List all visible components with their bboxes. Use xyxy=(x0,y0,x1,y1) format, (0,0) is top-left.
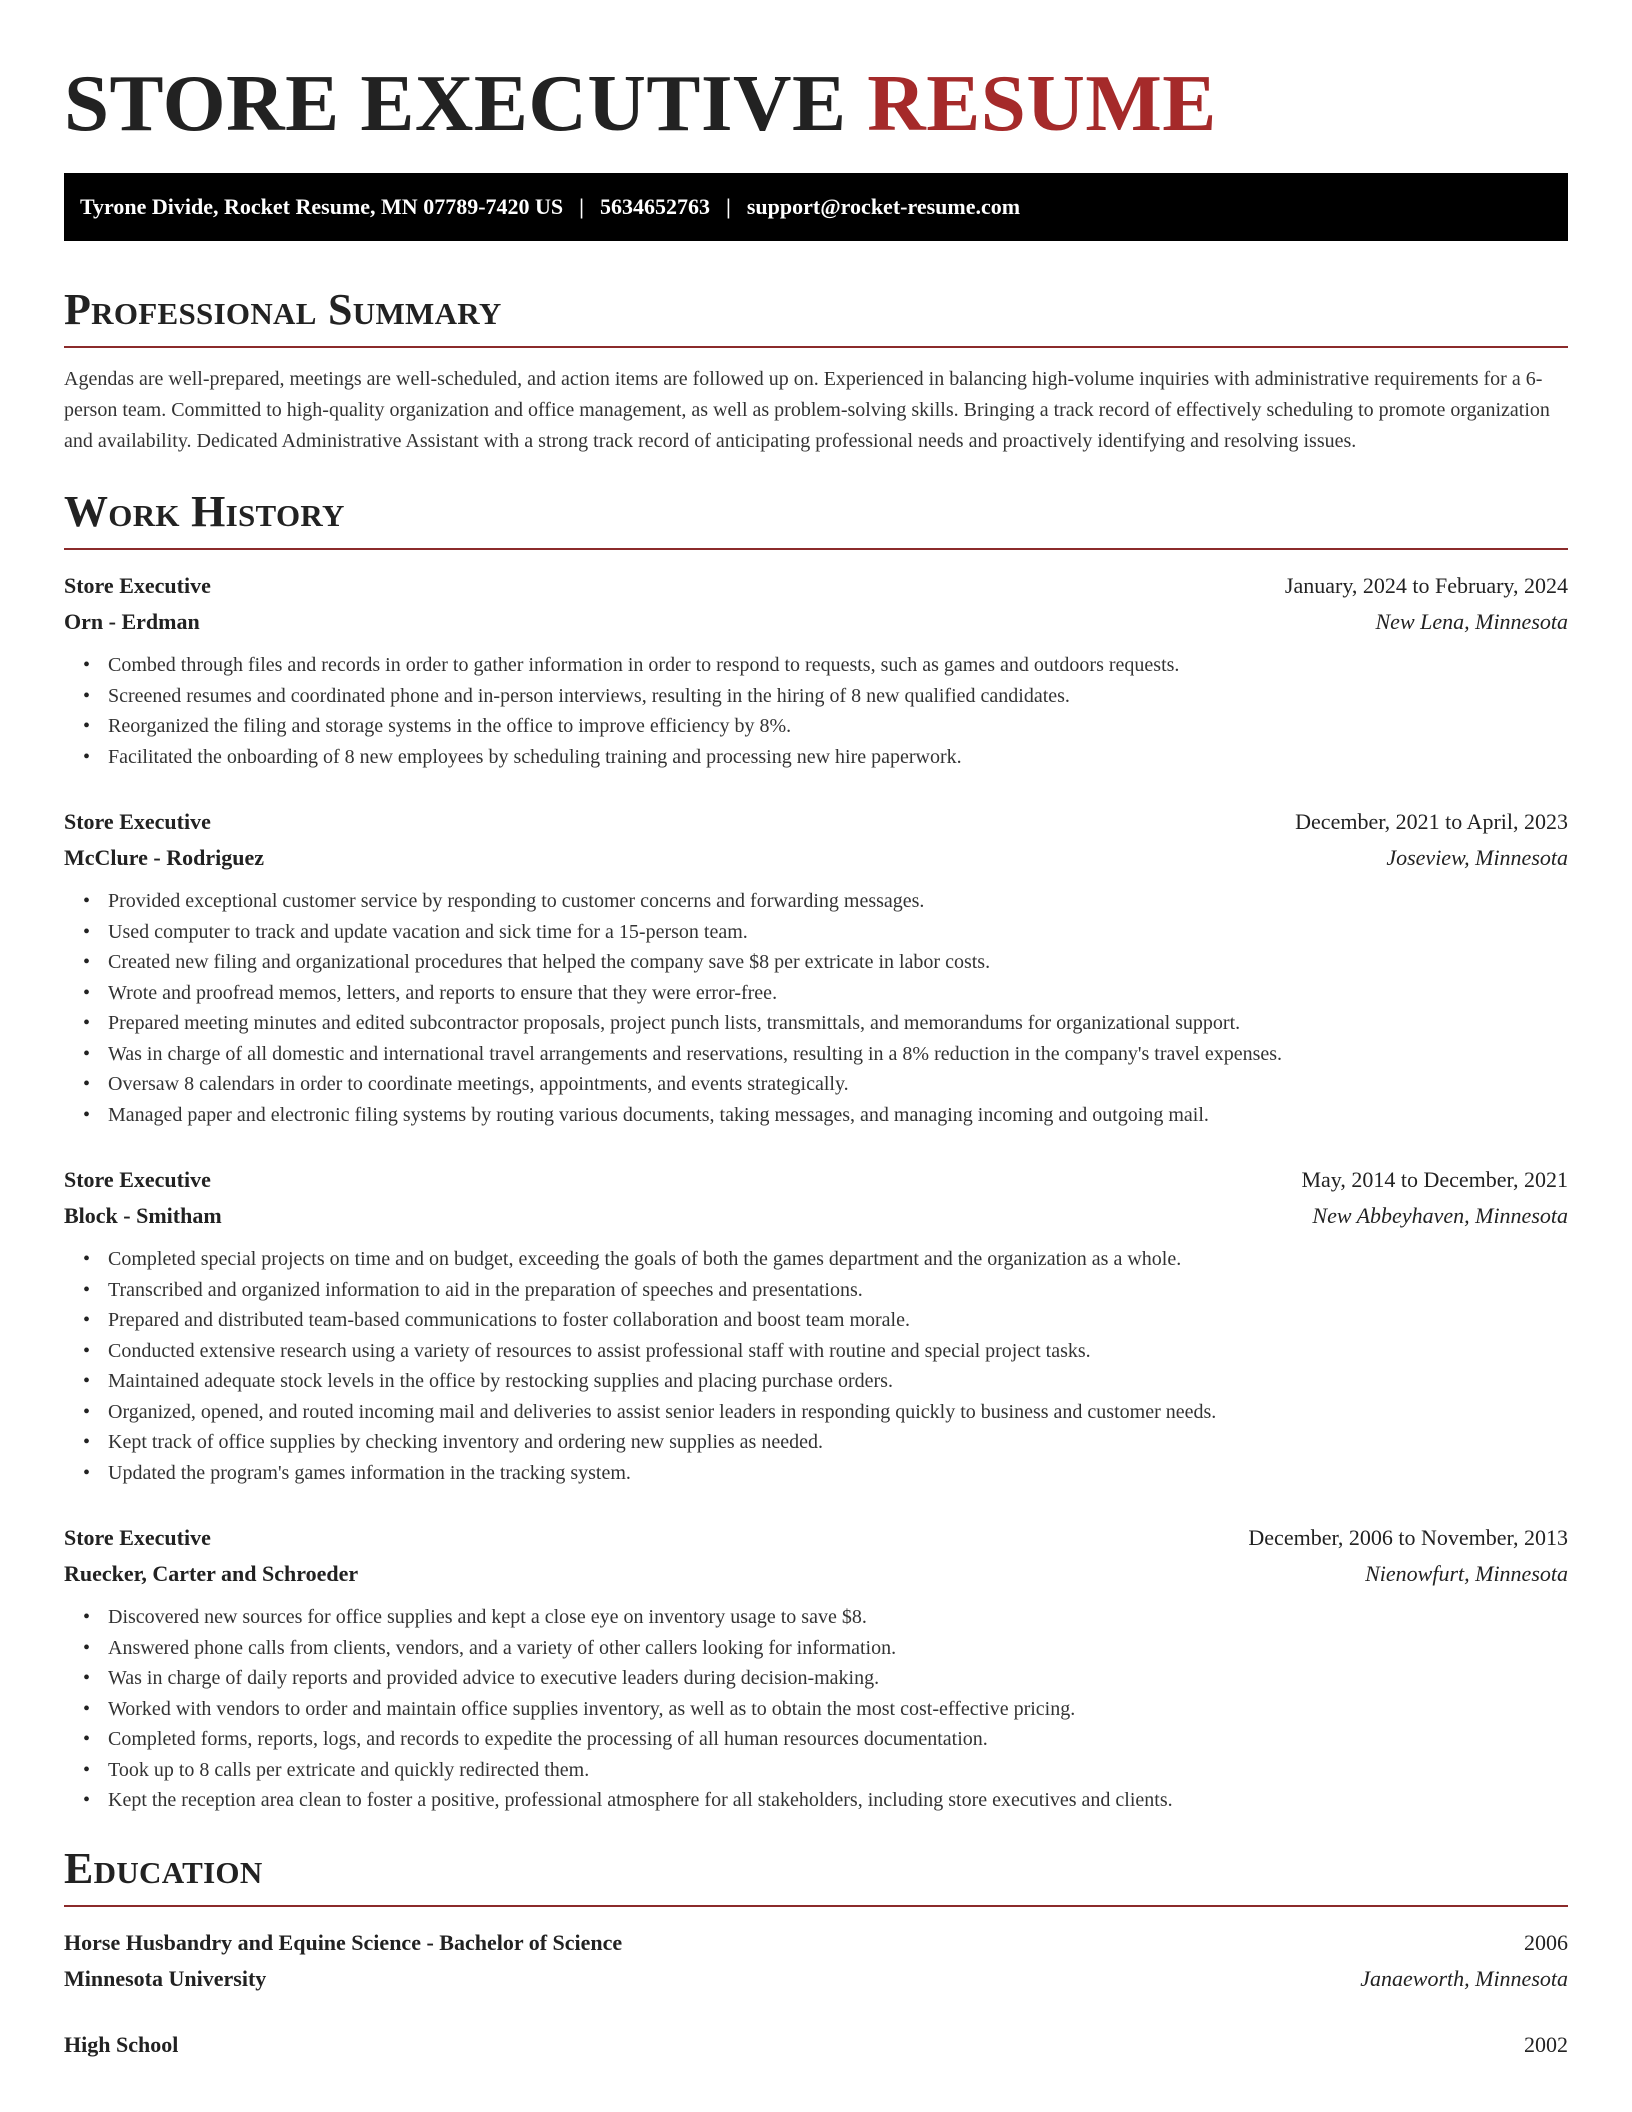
job-bullet: • Was in charge of all domestic and international travel arrangements and reservations, resulting in a 8% reduction in the company's travel expenses. xyxy=(108,1039,1568,1070)
education-degree-row xyxy=(64,1925,1568,1961)
job-bullet: • Kept track of office supplies by checking inventory and ordering new supplies as needed. xyxy=(108,1427,1568,1458)
job-bullet: • Maintained adequate stock levels in the office by restocking supplies and placing purchase orders. xyxy=(108,1366,1568,1397)
job-entry xyxy=(64,568,1568,772)
contact-address: Tyrone Divide, Rocket Resume, MN 07789-7420 US xyxy=(80,194,564,219)
education-year: 2006 xyxy=(1524,1929,1568,1955)
job-bullet: • Facilitated the onboarding of 8 new employees by scheduling training and processing new hire paperwork. xyxy=(108,742,1568,773)
section-divider xyxy=(64,346,1568,348)
education-degree-row xyxy=(64,2027,1568,2063)
job-bullet: • Completed special projects on time and on budget, exceeding the goals of both the games department and the organization as a whole. xyxy=(108,1244,1568,1275)
job-location: Joseview, Minnesota xyxy=(1386,845,1568,870)
job-title: Store Executive xyxy=(64,1167,211,1192)
work-history-section xyxy=(64,487,1568,1816)
education-degree: Horse Husbandry and Equine Science - Bachelor of Science xyxy=(64,1929,623,1955)
job-title-row xyxy=(64,804,1568,840)
job-bullet: • Reorganized the filing and storage systems in the office to improve efficiency by 8%. xyxy=(108,711,1568,742)
resume-title xyxy=(64,56,1568,151)
contact-bar xyxy=(64,173,1568,241)
job-bullet: • Wrote and proofread memos, letters, and reports to ensure that they were error-free. xyxy=(108,978,1568,1009)
job-bullet: • Used computer to track and update vacation and sick time for a 15-person team. xyxy=(108,917,1568,948)
job-dates: December, 2006 to November, 2013 xyxy=(1248,1525,1568,1550)
job-company: Ruecker, Carter and Schroeder xyxy=(64,1561,359,1586)
job-entry xyxy=(64,1520,1568,1816)
job-bullet: • Took up to 8 calls per extricate and quickly redirected them. xyxy=(108,1755,1568,1786)
education-entry xyxy=(64,1925,1568,1997)
education-section xyxy=(64,1844,1568,2063)
job-company: Orn - Erdman xyxy=(64,609,200,634)
education-degree: High School xyxy=(64,2031,179,2057)
job-bullets xyxy=(64,1602,1568,1816)
job-bullet: • Conducted extensive research using a variety of resources to assist professional staff with routine and special project tasks. xyxy=(108,1336,1568,1367)
section-divider xyxy=(64,1905,1568,1907)
job-company-row xyxy=(64,604,1568,640)
education-school: Minnesota University xyxy=(64,1965,267,1991)
job-bullets xyxy=(64,650,1568,772)
job-bullet: • Organized, opened, and routed incoming mail and deliveries to assist senior leaders in responding quickly to business and customer needs. xyxy=(108,1397,1568,1428)
contact-separator: | xyxy=(726,194,731,219)
title-accent: RESUME xyxy=(867,58,1217,148)
job-bullet: • Combed through files and records in order to gather information in order to respond to requests, such as games and outdoors requests. xyxy=(108,650,1568,681)
education-location: Janaeworth, Minnesota xyxy=(1360,1965,1568,1991)
job-company: Block - Smitham xyxy=(64,1203,222,1228)
job-bullet: • Answered phone calls from clients, vendors, and a variety of other callers looking for information. xyxy=(108,1633,1568,1664)
job-title-row xyxy=(64,568,1568,604)
work-history-heading: Work History xyxy=(64,487,345,536)
job-bullet: • Completed forms, reports, logs, and records to expedite the processing of all human resources documentation. xyxy=(108,1724,1568,1755)
education-heading: Education xyxy=(64,1843,263,1893)
job-company: McClure - Rodriguez xyxy=(64,845,264,870)
job-dates: December, 2021 to April, 2023 xyxy=(1295,809,1568,834)
job-bullet: • Kept the reception area clean to foster a positive, professional atmosphere for all stakeholders, including store executives and clients. xyxy=(108,1785,1568,1816)
job-bullet: • Prepared and distributed team-based communications to foster collaboration and boost team morale. xyxy=(108,1305,1568,1336)
education-entry xyxy=(64,2027,1568,2063)
job-location: New Abbeyhaven, Minnesota xyxy=(1312,1203,1568,1228)
contact-separator: | xyxy=(579,194,584,219)
job-bullet: • Discovered new sources for office supplies and kept a close eye on inventory usage to save $8. xyxy=(108,1602,1568,1633)
title-main: STORE EXECUTIVE xyxy=(64,58,847,148)
job-bullet: • Screened resumes and coordinated phone and in-person interviews, resulting in the hiring of 8 new qualified candidates. xyxy=(108,681,1568,712)
job-bullet: • Was in charge of daily reports and provided advice to executive leaders during decision-making. xyxy=(108,1663,1568,1694)
education-year: 2002 xyxy=(1524,2031,1568,2057)
contact-email: support@rocket-resume.com xyxy=(746,194,1021,219)
job-title: Store Executive xyxy=(64,573,211,598)
job-dates: May, 2014 to December, 2021 xyxy=(1301,1167,1568,1192)
job-bullet: • Transcribed and organized information to aid in the preparation of speeches and presentations. xyxy=(108,1275,1568,1306)
job-company-row xyxy=(64,1556,1568,1592)
job-bullets xyxy=(64,886,1568,1130)
summary-heading: Professional Summary xyxy=(64,285,502,334)
education-school-row xyxy=(64,1961,1568,1997)
job-entry xyxy=(64,1162,1568,1488)
job-title-row xyxy=(64,1520,1568,1556)
job-bullet: • Updated the program's games information in the tracking system. xyxy=(108,1458,1568,1489)
job-bullet: • Managed paper and electronic filing systems by routing various documents, taking messages, and managing incoming and outgoing mail. xyxy=(108,1100,1568,1131)
job-title-row xyxy=(64,1162,1568,1198)
job-bullets xyxy=(64,1244,1568,1488)
section-divider xyxy=(64,548,1568,550)
job-bullet: • Prepared meeting minutes and edited subcontractor proposals, project punch lists, transmittals, and memorandums for organizational support. xyxy=(108,1008,1568,1039)
contact-phone: 5634652763 xyxy=(600,194,710,219)
job-company-row xyxy=(64,1198,1568,1234)
job-title: Store Executive xyxy=(64,1525,211,1550)
summary-section xyxy=(64,285,1568,457)
job-company-row xyxy=(64,840,1568,876)
job-bullet: • Worked with vendors to order and maintain office supplies inventory, as well as to obtain the most cost-effective pricing. xyxy=(108,1694,1568,1725)
job-location: Nienowfurt, Minnesota xyxy=(1365,1561,1568,1586)
summary-text: Agendas are well-prepared, meetings are well-scheduled, and action items are followed up on. Experienced in balancing high-volume inquiries with administrative requirements for a 6-person team. Committed to high-quality organization and office management, as well as problem-solving skills. Bringing a track record of effectively scheduling to promote organization and availability. Dedicated Administrative Assistant with a strong track record of anticipating professional needs and proactively identifying and resolving issues. xyxy=(64,368,1550,452)
job-entry xyxy=(64,804,1568,1130)
job-dates: January, 2024 to February, 2024 xyxy=(1284,573,1568,598)
job-bullet: • Created new filing and organizational procedures that helped the company save $8 per extricate in labor costs. xyxy=(108,947,1568,978)
job-bullet: • Oversaw 8 calendars in order to coordinate meetings, appointments, and events strategically. xyxy=(108,1069,1568,1100)
job-location: New Lena, Minnesota xyxy=(1375,609,1568,634)
job-bullet: • Provided exceptional customer service by responding to customer concerns and forwarding messages. xyxy=(108,886,1568,917)
job-title: Store Executive xyxy=(64,809,211,834)
